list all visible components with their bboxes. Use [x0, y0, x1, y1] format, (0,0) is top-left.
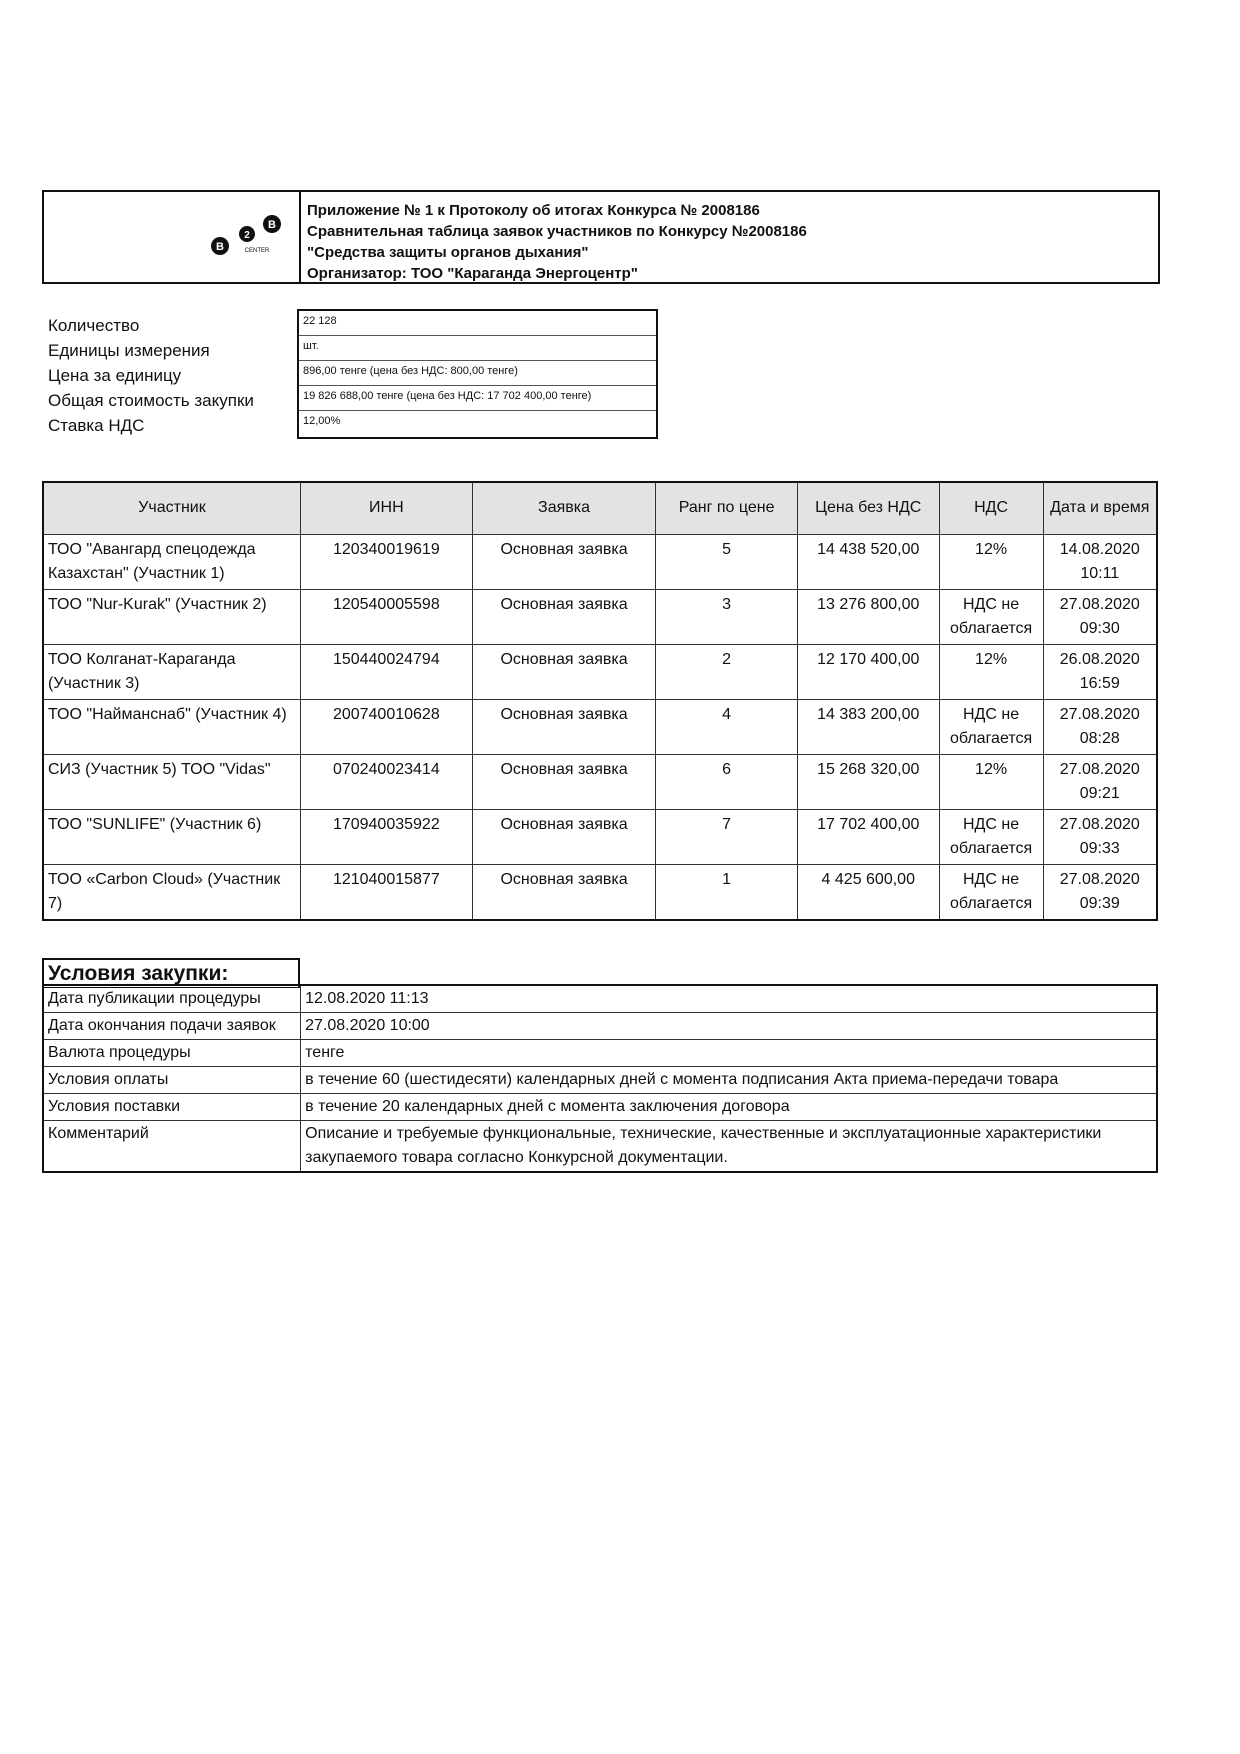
col-header-rank: Ранг по цене [656, 482, 798, 534]
vat-cell: НДС не облагается [939, 809, 1043, 864]
header-line-organizer: Организатор: ТОО "Караганда Энергоцентр" [307, 265, 638, 282]
price-cell: 15 268 320,00 [797, 754, 939, 809]
condition-value: тенге [301, 1040, 1157, 1067]
inn-cell: 121040015877 [300, 864, 472, 920]
datetime-cell [1043, 754, 1157, 809]
date-text: 27.08.2020 [1059, 870, 1140, 888]
date-text: 27.08.2020 [1059, 595, 1140, 613]
header-line-subject: "Средства защиты органов дыхания" [307, 244, 589, 261]
vat-cell: НДС не облагается [939, 589, 1043, 644]
svg-text:B: B [216, 241, 224, 253]
time-text: 09:21 [1079, 784, 1120, 802]
info-label-total-cost: Общая стоимость закупки [48, 391, 254, 410]
rank-cell: 2 [656, 644, 798, 699]
condition-value: 27.08.2020 10:00 [301, 1013, 1157, 1040]
table-row [43, 1040, 1157, 1067]
col-header-inn: ИНН [300, 482, 472, 534]
vat-cell: 12% [939, 644, 1043, 699]
vat-cell: 12% [939, 534, 1043, 589]
datetime-cell [1043, 864, 1157, 920]
inn-cell: 070240023414 [300, 754, 472, 809]
price-cell: 17 702 400,00 [797, 809, 939, 864]
datetime-cell [1043, 644, 1157, 699]
table-row [43, 1067, 1157, 1094]
table-row [43, 864, 1157, 920]
condition-label: Комментарий [43, 1121, 301, 1173]
table-row [43, 699, 1157, 754]
table-row [43, 809, 1157, 864]
info-values-box [297, 309, 658, 439]
participant-name-cell: ТОО «Carbon Cloud» (Участник 7) [43, 864, 300, 920]
condition-label: Условия оплаты [43, 1067, 301, 1094]
conditions-table [42, 984, 1158, 1173]
document-header [42, 190, 1160, 284]
rank-cell: 1 [656, 864, 798, 920]
table-row [43, 534, 1157, 589]
condition-label: Дата публикации процедуры [43, 985, 301, 1013]
condition-value: Описание и требуемые функциональные, технические, качественные и эксплуатационные характеристики закупаемого товара согласно Конкурсной документации. [301, 1121, 1157, 1173]
header-line-table-title: Сравнительная таблица заявок участников по Конкурсу №2008186 [307, 223, 807, 240]
inn-cell: 200740010628 [300, 699, 472, 754]
participant-name-cell: ТОО "Nur-Kurak" (Участник 2) [43, 589, 300, 644]
header-line-appendix: Приложение № 1 к Протоколу об итогах Конкурса № 2008186 [307, 202, 760, 219]
table-row [43, 754, 1157, 809]
rank-cell: 6 [656, 754, 798, 809]
datetime-cell [1043, 589, 1157, 644]
price-cell: 4 425 600,00 [797, 864, 939, 920]
vat-cell: 12% [939, 754, 1043, 809]
col-header-bid: Заявка [472, 482, 656, 534]
vat-cell: НДС не облагается [939, 699, 1043, 754]
svg-text:2: 2 [244, 230, 250, 241]
bid-cell: Основная заявка [472, 589, 656, 644]
rank-cell: 5 [656, 534, 798, 589]
table-row [43, 644, 1157, 699]
info-label-vat-rate: Ставка НДС [48, 416, 145, 435]
date-text: 27.08.2020 [1059, 760, 1140, 778]
col-header-datetime: Дата и время [1043, 482, 1157, 534]
logo-cell [44, 192, 301, 282]
info-value-unit: шт. [299, 336, 656, 361]
condition-label: Дата окончания подачи заявок [43, 1013, 301, 1040]
bid-cell: Основная заявка [472, 699, 656, 754]
participants-table [42, 481, 1158, 921]
datetime-cell [1043, 534, 1157, 589]
condition-label: Условия поставки [43, 1094, 301, 1121]
info-value-total-cost: 19 826 688,00 тенге (цена без НДС: 17 702 400,00 тенге) [299, 386, 656, 411]
vat-cell: НДС не облагается [939, 864, 1043, 920]
svg-text:CENTER: CENTER [244, 248, 270, 254]
price-cell: 14 438 520,00 [797, 534, 939, 589]
inn-cell: 120340019619 [300, 534, 472, 589]
table-row [43, 1121, 1157, 1173]
datetime-cell [1043, 699, 1157, 754]
price-cell: 14 383 200,00 [797, 699, 939, 754]
info-value-unit-price: 896,00 тенге (цена без НДС: 800,00 тенге) [299, 361, 656, 386]
b2b-center-logo [209, 212, 289, 262]
table-row [43, 985, 1157, 1013]
bid-cell: Основная заявка [472, 809, 656, 864]
condition-label: Валюта процедуры [43, 1040, 301, 1067]
datetime-cell [1043, 809, 1157, 864]
col-header-vat: НДС [939, 482, 1043, 534]
date-text: 27.08.2020 [1059, 815, 1140, 833]
table-header-row [43, 482, 1157, 534]
inn-cell: 150440024794 [300, 644, 472, 699]
time-text: 09:30 [1079, 619, 1120, 637]
info-value-vat-rate: 12,00% [303, 415, 341, 427]
time-text: 09:39 [1079, 894, 1120, 912]
time-text: 09:33 [1079, 839, 1120, 857]
bid-cell: Основная заявка [472, 754, 656, 809]
inn-cell: 120540005598 [300, 589, 472, 644]
price-cell: 13 276 800,00 [797, 589, 939, 644]
col-header-price: Цена без НДС [797, 482, 939, 534]
col-header-participant: Участник [43, 482, 300, 534]
bid-cell: Основная заявка [472, 534, 656, 589]
info-label-unit-price: Цена за единицу [48, 366, 182, 385]
condition-value: 12.08.2020 11:13 [301, 985, 1157, 1013]
rank-cell: 3 [656, 589, 798, 644]
participant-name-cell: СИЗ (Участник 5) ТОО "Vidas" [43, 754, 300, 809]
participant-name-cell: ТОО "SUNLIFE" (Участник 6) [43, 809, 300, 864]
table-row [43, 1094, 1157, 1121]
participant-name-cell: ТОО "Найманснаб" (Участник 4) [43, 699, 300, 754]
rank-cell: 7 [656, 809, 798, 864]
info-label-quantity: Количество [48, 316, 140, 335]
inn-cell: 170940035922 [300, 809, 472, 864]
bid-cell: Основная заявка [472, 864, 656, 920]
condition-value: в течение 60 (шестидесяти) календарных дней с момента подписания Акта приема-передачи товара [301, 1067, 1157, 1094]
time-text: 16:59 [1079, 674, 1120, 692]
table-row [43, 589, 1157, 644]
participant-name-cell: ТОО "Авангард спецодежда Казахстан" (Участник 1) [43, 534, 300, 589]
time-text: 08:28 [1079, 729, 1120, 747]
conditions-title: Условия закупки: [42, 958, 300, 988]
info-label-unit: Единицы измерения [48, 341, 210, 360]
bid-cell: Основная заявка [472, 644, 656, 699]
participant-name-cell: ТОО Колганат-Караганда (Участник 3) [43, 644, 300, 699]
info-value-quantity: 22 128 [299, 311, 656, 336]
date-text: 14.08.2020 [1059, 540, 1140, 558]
date-text: 26.08.2020 [1059, 650, 1140, 668]
rank-cell: 4 [656, 699, 798, 754]
time-text: 10:11 [1080, 564, 1120, 582]
svg-text:B: B [268, 219, 276, 231]
header-text [301, 192, 813, 282]
date-text: 27.08.2020 [1059, 705, 1140, 723]
price-cell: 12 170 400,00 [797, 644, 939, 699]
table-row [43, 1013, 1157, 1040]
condition-value: в течение 20 календарных дней с момента заключения договора [301, 1094, 1157, 1121]
